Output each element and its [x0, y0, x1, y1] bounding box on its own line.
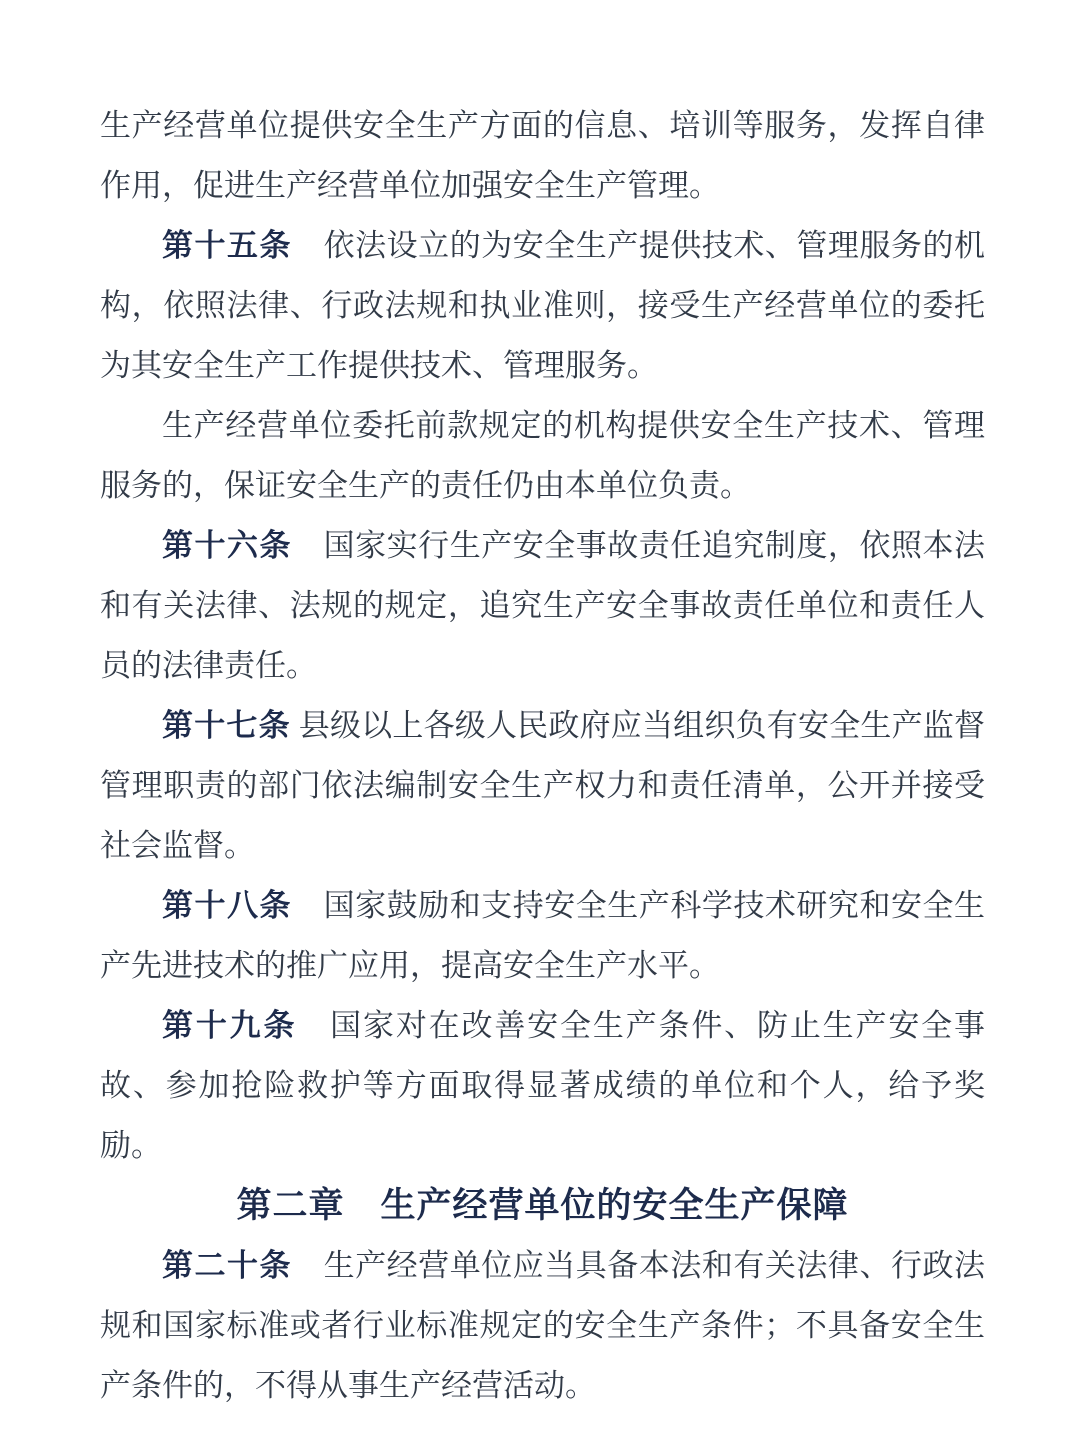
article-number: 第二十条 [162, 1248, 293, 1283]
paragraph-text: 国家鼓励和支持安全生产科学技术研究和安全生产先进技术的推广应用，提高安全生产水平。 [100, 888, 986, 983]
article-number: 第十九条 [162, 1008, 298, 1043]
law-paragraph-article-19 [100, 996, 985, 1176]
paragraph-text: 县级以上各级人民政府应当组织负有安全生产监督管理职责的部门依法编制安全生产权力和责任清单，公开并接受社会监督。 [100, 708, 986, 863]
law-paragraph-article-16 [100, 516, 985, 696]
law-paragraph [100, 396, 985, 516]
paragraph-text: 国家对在改善安全生产条件、防止生产安全事故、参加抢险救护等方面取得显著成绩的单位和个人，给予奖励。 [100, 1008, 986, 1163]
law-paragraph-article-18 [100, 876, 985, 996]
paragraph-text: 生产经营单位委托前款规定的机构提供安全生产技术、管理服务的，保证安全生产的责任仍由本单位负责。 [100, 408, 985, 503]
paragraph-text: 生产经营单位应当具备本法和有关法律、行政法规和国家标准或者行业标准规定的安全生产条件；不具备安全生产条件的，不得从事生产经营活动。 [100, 1248, 986, 1403]
paragraph-text: 依法设立的为安全生产提供技术、管理服务的机构，依照法律、行政法规和执业准则，接受生产经营单位的委托为其安全生产工作提供技术、管理服务。 [100, 228, 986, 383]
paragraph-text: 国家实行生产安全事故责任追究制度，依照本法和有关法律、法规的规定，追究生产安全事故责任单位和责任人员的法律责任。 [100, 528, 986, 683]
article-number: 第十七条 [162, 708, 291, 743]
paragraph-text: 生产经营单位提供安全生产方面的信息、培训等服务，发挥自律作用，促进生产经营单位加强安全生产管理。 [100, 108, 985, 203]
article-number: 第十六条 [162, 528, 293, 563]
article-number: 第十五条 [162, 228, 293, 263]
law-paragraph-article-20 [100, 1236, 985, 1416]
law-paragraph-article-17 [100, 696, 985, 876]
law-paragraph-article-15 [100, 216, 985, 396]
chapter-heading: 第二章 生产经营单位的安全生产保障 [236, 1186, 849, 1225]
article-number: 第十八条 [162, 888, 293, 923]
law-paragraph [100, 96, 985, 216]
